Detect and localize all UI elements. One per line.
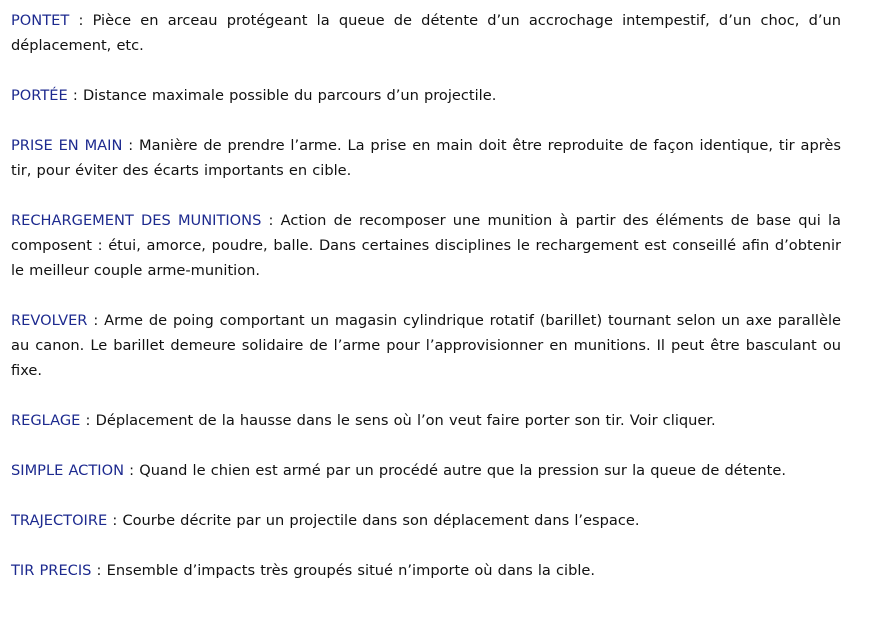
glossary-term: REVOLVER xyxy=(11,312,88,329)
glossary-term: SIMPLE ACTION xyxy=(11,462,124,479)
glossary-entry-reglage xyxy=(11,408,841,433)
glossary-definition: Pièce en arceau protégeant la queue de détente d’un accrochage intempestif, d’un choc, d’un déplacement, etc. xyxy=(11,12,841,54)
glossary-definition: Arme de poing comportant un magasin cylindrique rotatif (barillet) tournant selon un axe parallèle au canon. Le barillet demeure solidaire de l’arme pour l’approvisionner en munitions. Il peut être basculant ou fixe. xyxy=(11,312,841,379)
term-separator: : xyxy=(69,12,93,29)
term-separator: : xyxy=(91,562,107,579)
term-separator: : xyxy=(80,412,96,429)
glossary-entry-portee xyxy=(11,83,841,108)
glossary-term: RECHARGEMENT DES MUNITIONS xyxy=(11,212,262,229)
term-separator: : xyxy=(261,212,281,229)
glossary-entry-simple-action xyxy=(11,458,841,483)
glossary-definition: Ensemble d’impacts très groupés situé n’importe où dans la cible. xyxy=(106,562,596,579)
glossary-entry-trajectoire xyxy=(11,508,841,533)
glossary-definition: Déplacement de la hausse dans le sens où l’on veut faire porter son tir. Voir cliquer. xyxy=(95,412,716,429)
term-separator: : xyxy=(124,462,140,479)
glossary-term: PONTET xyxy=(11,12,70,29)
glossary-entry-revolver xyxy=(11,308,841,383)
term-separator: : xyxy=(122,137,140,154)
glossary-entry-pontet xyxy=(11,8,841,58)
glossary-definition: Manière de prendre l’arme. La prise en main doit être reproduite de façon identique, tir après tir, pour éviter des écarts importants en cible. xyxy=(11,137,841,179)
glossary-definition: Action de recomposer une munition à partir des éléments de base qui la composent : étui, amorce, poudre, balle. Dans certaines disciplines le rechargement est conseillé afin d’obtenir le meilleur couple arme-munition. xyxy=(11,212,841,279)
term-separator: : xyxy=(107,512,123,529)
glossary-definition: Distance maximale possible du parcours d’un projectile. xyxy=(82,87,497,104)
term-separator: : xyxy=(67,87,83,104)
glossary-definition: Courbe décrite par un projectile dans son déplacement dans l’espace. xyxy=(122,512,640,529)
term-separator: : xyxy=(87,312,105,329)
glossary-term: REGLAGE xyxy=(11,412,81,429)
glossary-term: TIR PRECIS xyxy=(11,562,92,579)
glossary-term: PORTÉE xyxy=(11,87,68,104)
glossary-entry-tir-precis xyxy=(11,558,841,583)
glossary-term: TRAJECTOIRE xyxy=(11,512,108,529)
glossary-entry-prise-en-main xyxy=(11,133,841,183)
glossary-entry-rechargement-des-munitions xyxy=(11,208,841,283)
glossary-term: PRISE EN MAIN xyxy=(11,137,123,154)
glossary xyxy=(11,8,841,608)
glossary-definition: Quand le chien est armé par un procédé autre que la pression sur la queue de détente. xyxy=(139,462,786,479)
